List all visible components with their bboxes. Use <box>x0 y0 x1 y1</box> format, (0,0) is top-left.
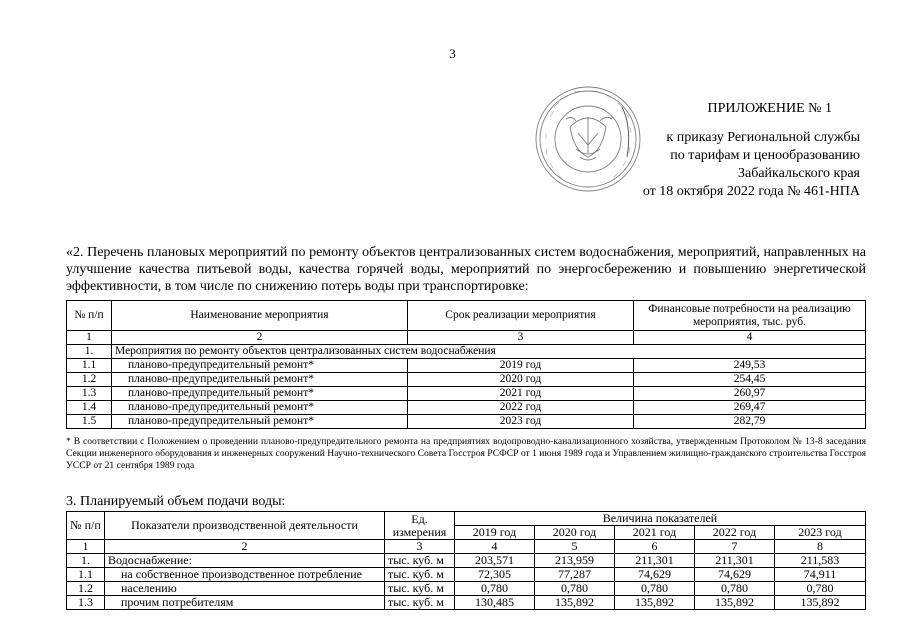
row-value: 211,583 <box>775 554 866 568</box>
row-value: 130,485 <box>455 596 535 610</box>
row-num: 1.4 <box>67 401 112 415</box>
header-indicator: Показатели производственной деятельности <box>105 512 385 540</box>
row-num: 1.1 <box>67 359 112 373</box>
col-number: 7 <box>695 540 775 554</box>
row-value: 211,301 <box>615 554 695 568</box>
header-num: № п/п <box>67 512 105 540</box>
header-amount: Финансовые потребности на реализацию мероприятия, тыс. руб. <box>634 301 866 331</box>
appendix-line: от 18 октября 2022 года № 461-НПА <box>642 184 860 199</box>
col-number: 4 <box>455 540 535 554</box>
col-number: 3 <box>408 331 634 345</box>
row-value: 135,892 <box>535 596 615 610</box>
row-amount: 260,97 <box>634 387 866 401</box>
table-row <box>67 582 866 596</box>
appendix-title: ПРИЛОЖЕНИЕ № 1 <box>707 101 832 116</box>
header-num: № п/п <box>67 301 112 331</box>
table-row <box>67 387 866 401</box>
row-unit: тыс. куб. м <box>385 554 455 568</box>
row-num: 1.2 <box>67 582 105 596</box>
table-row <box>67 415 866 429</box>
row-value: 213,959 <box>535 554 615 568</box>
water-supply-volume-table <box>66 511 866 610</box>
table-row <box>67 359 866 373</box>
row-value: 211,301 <box>695 554 775 568</box>
row-value: 0,780 <box>695 582 775 596</box>
row-amount: 249,53 <box>634 359 866 373</box>
header-year: 2022 год <box>695 526 775 540</box>
col-number: 8 <box>775 540 866 554</box>
row-value: 74,629 <box>615 568 695 582</box>
row-term: 2023 год <box>408 415 634 429</box>
row-value: 74,911 <box>775 568 866 582</box>
appendix-line: к приказу Региональной службы <box>666 130 860 145</box>
row-amount: 282,79 <box>634 415 866 429</box>
row-value: 74,629 <box>695 568 775 582</box>
row-name: Водоснабжение: <box>105 554 385 568</box>
table-row <box>67 596 866 610</box>
row-term: 2020 год <box>408 373 634 387</box>
section-3-title: 3. Планируемый объем подачи воды: <box>66 494 286 509</box>
footnote: * В соответствии с Положением о проведении планово-предупредительного ремонта на предприятиях водопроводно-канализационного хозяйства, утвержденным Протоколом № 13-8 заседания Секции инженерного оборудования и инженерных сооружений Научно-технического Совета Госстроя РСФСР от 1 июня 1989 года и Управлением жилищно-гражданского строительства Госстроя УССР от 21 сентября 1989 года <box>66 436 867 471</box>
row-num: 1.1 <box>67 568 105 582</box>
table-row <box>67 554 866 568</box>
row-value: 203,571 <box>455 554 535 568</box>
row-num: 1.2 <box>67 373 112 387</box>
appendix-line: по тарифам и ценообразованию <box>670 148 860 163</box>
row-num: 1.5 <box>67 415 112 429</box>
row-unit: тыс. куб. м <box>385 568 455 582</box>
row-value: 0,780 <box>535 582 615 596</box>
row-value: 0,780 <box>615 582 695 596</box>
appendix-header <box>600 100 860 201</box>
row-amount: 254,45 <box>634 373 866 387</box>
row-num: 1. <box>67 345 112 359</box>
row-unit: тыс. куб. м <box>385 596 455 610</box>
row-name: планово-предупредительный ремонт* <box>112 373 408 387</box>
header-unit: Ед. измерения <box>385 512 455 540</box>
row-value: 77,287 <box>535 568 615 582</box>
col-number: 5 <box>535 540 615 554</box>
group-title: Мероприятия по ремонту объектов централизованных систем водоснабжения <box>112 345 866 359</box>
col-number: 1 <box>67 331 112 345</box>
row-name: на собственное производственное потребление <box>105 568 385 582</box>
row-value: 135,892 <box>695 596 775 610</box>
header-name: Наименование мероприятия <box>112 301 408 331</box>
col-number: 3 <box>385 540 455 554</box>
header-values: Величина показателей <box>455 512 866 526</box>
row-term: 2021 год <box>408 387 634 401</box>
col-number: 2 <box>112 331 408 345</box>
row-name: планово-предупредительный ремонт* <box>112 387 408 401</box>
table-row <box>67 568 866 582</box>
appendix-line: Забайкальского края <box>737 166 860 181</box>
header-year: 2020 год <box>535 526 615 540</box>
row-term: 2019 год <box>408 359 634 373</box>
row-unit: тыс. куб. м <box>385 582 455 596</box>
repair-measures-table <box>66 300 866 429</box>
row-num: 1.3 <box>67 596 105 610</box>
row-value: 0,780 <box>775 582 866 596</box>
table-row <box>67 373 866 387</box>
row-value: 0,780 <box>455 582 535 596</box>
col-number: 2 <box>105 540 385 554</box>
header-year: 2023 год <box>775 526 866 540</box>
row-name: планово-предупредительный ремонт* <box>112 359 408 373</box>
table-row-group <box>67 345 866 359</box>
row-value: 135,892 <box>615 596 695 610</box>
row-value: 135,892 <box>775 596 866 610</box>
row-name: населению <box>105 582 385 596</box>
header-year: 2021 год <box>615 526 695 540</box>
row-name: планово-предупредительный ремонт* <box>112 401 408 415</box>
col-number: 4 <box>634 331 866 345</box>
row-value: 72,305 <box>455 568 535 582</box>
row-name: прочим потребителям <box>105 596 385 610</box>
col-number: 1 <box>67 540 105 554</box>
row-term: 2022 год <box>408 401 634 415</box>
section-2-intro: «2. Перечень плановых мероприятий по ремонту объектов централизованных систем водоснабжения, мероприятий, направленных на улучшение качества питьевой воды, качества горячей воды, мероприятий по энергосбережению и повышению энергетической эффективности, в том числе по снижению потерь воды при транспортировке: <box>66 245 866 294</box>
col-number: 6 <box>615 540 695 554</box>
row-num: 1.3 <box>67 387 112 401</box>
row-amount: 269,47 <box>634 401 866 415</box>
table-row <box>67 401 866 415</box>
row-name: планово-предупредительный ремонт* <box>112 415 408 429</box>
header-year: 2019 год <box>455 526 535 540</box>
header-term: Срок реализации мероприятия <box>408 301 634 331</box>
page-number: 3 <box>449 46 456 61</box>
row-num: 1. <box>67 554 105 568</box>
